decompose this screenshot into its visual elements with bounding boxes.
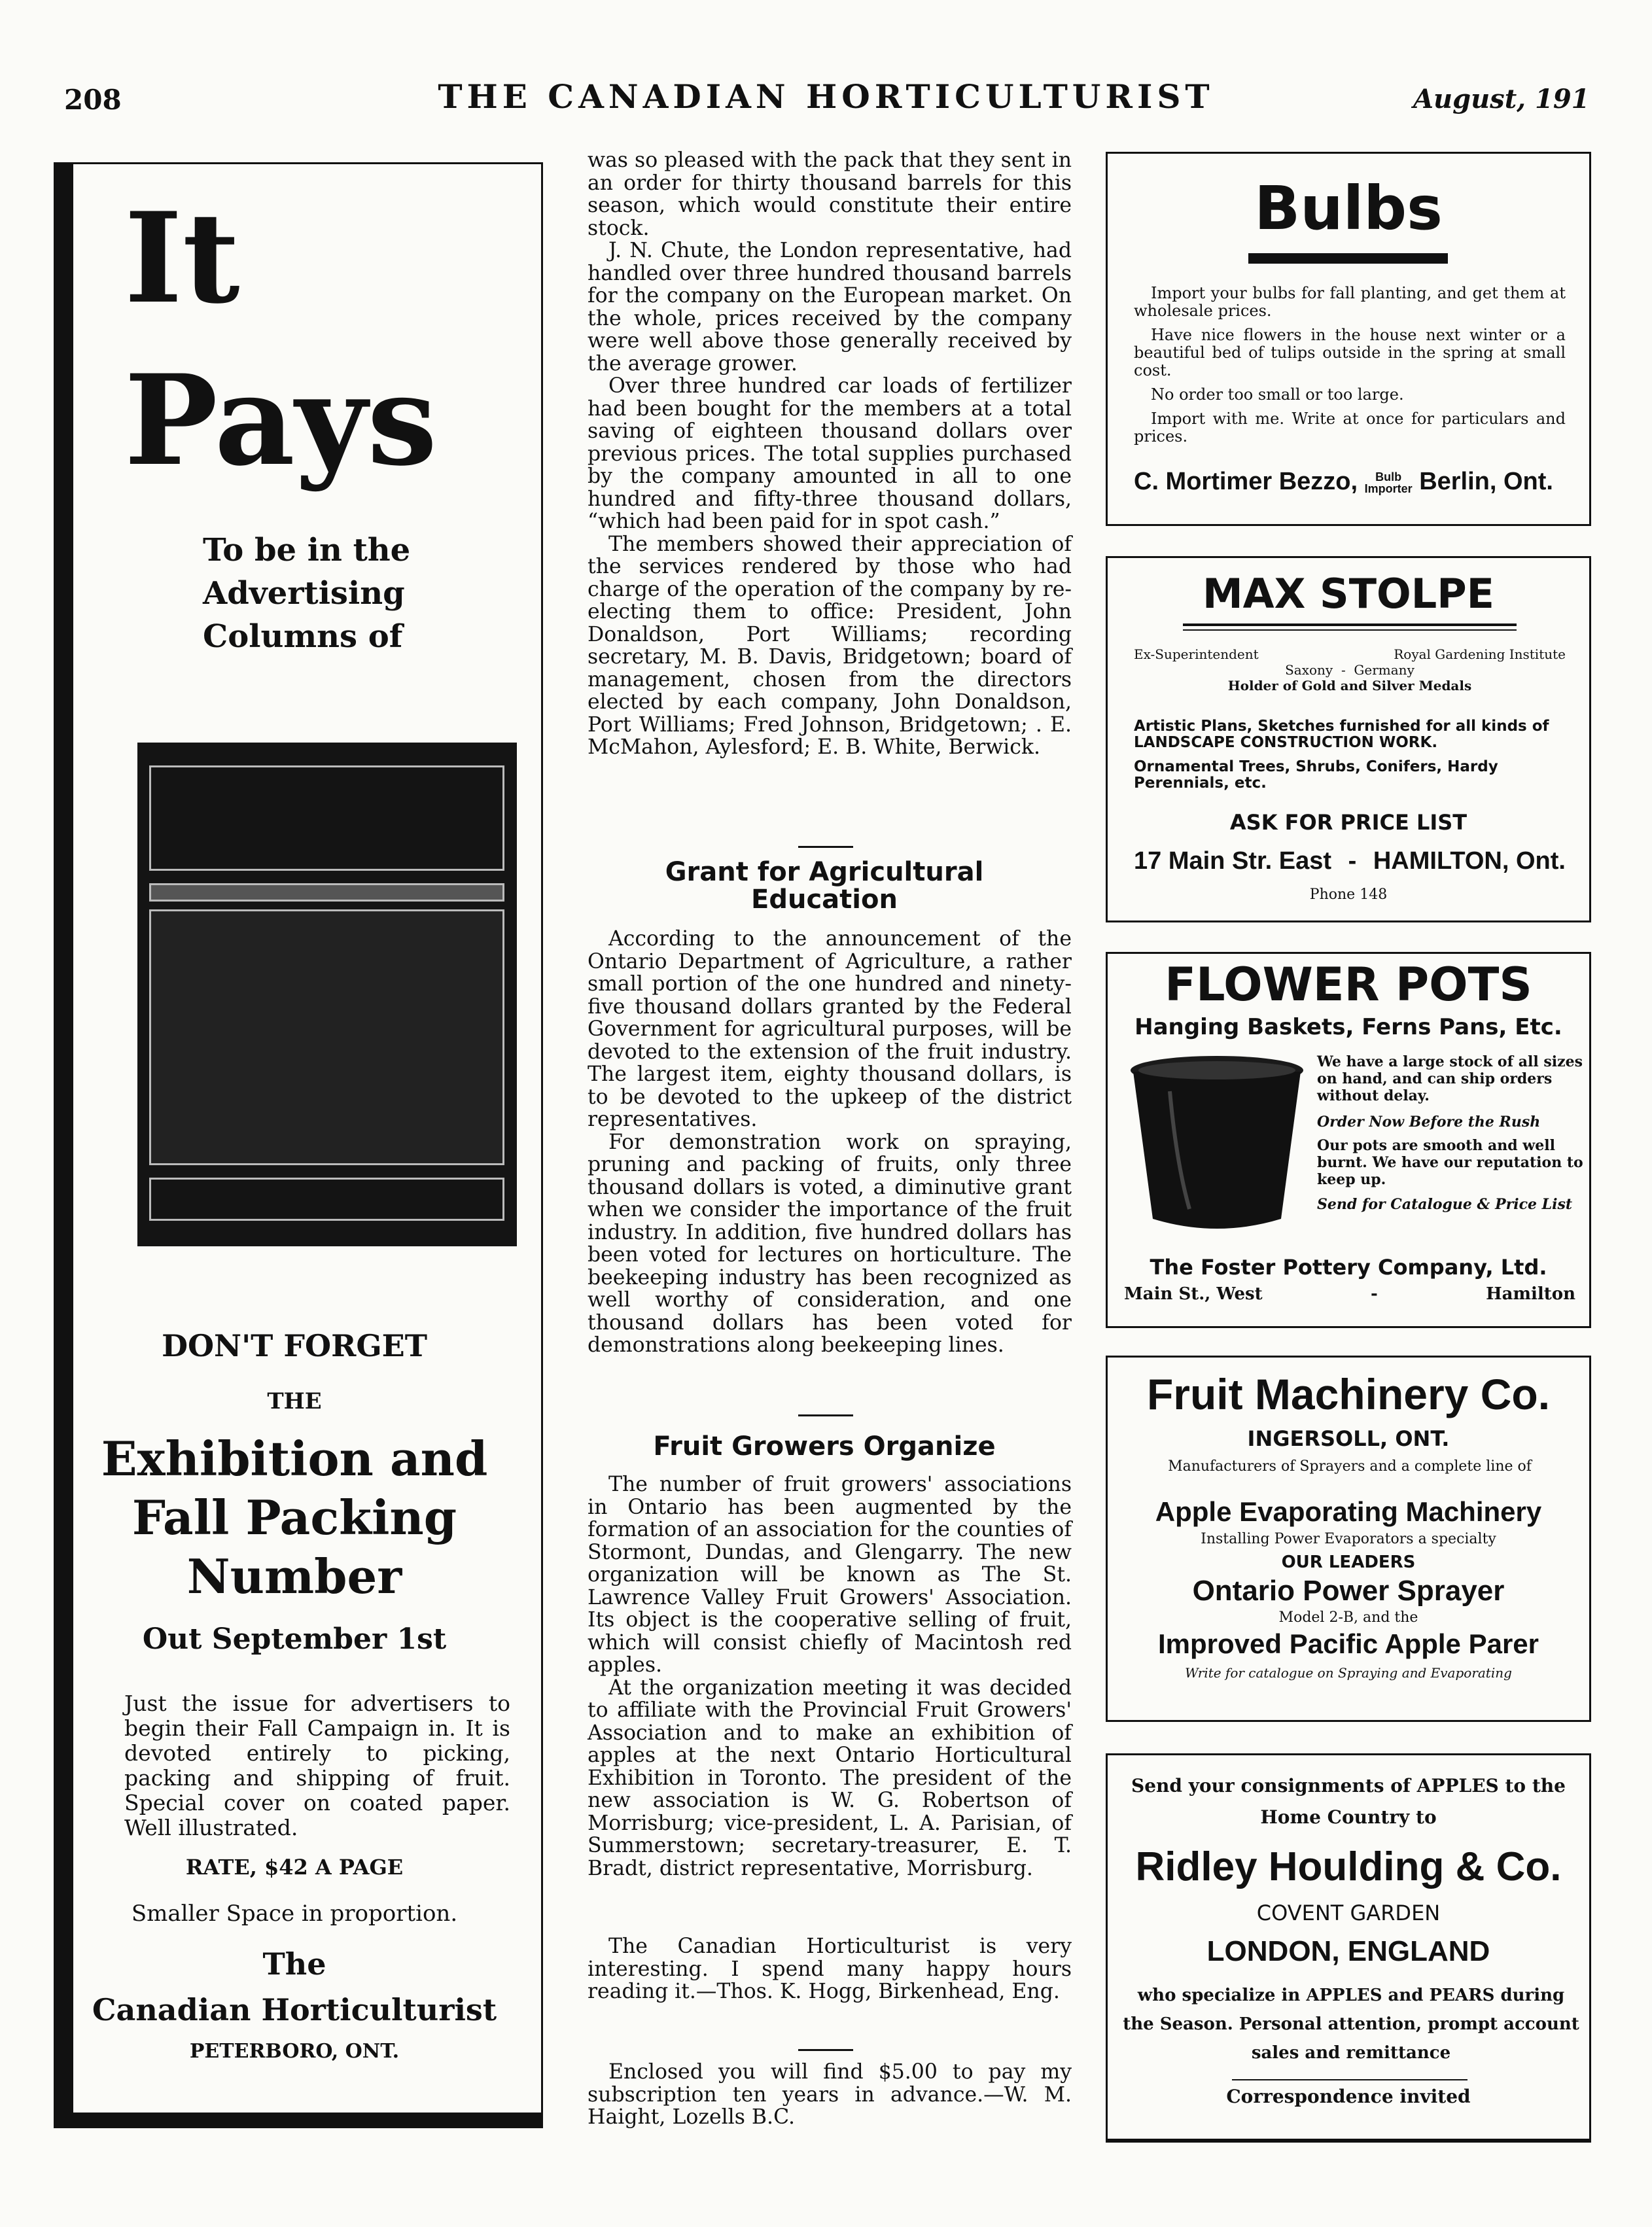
title-bar bbox=[1248, 253, 1448, 264]
ad-headline-it: It bbox=[124, 185, 240, 331]
ad-fruit-machinery: Fruit Machinery Co. INGERSOLL, ONT. Manufacturers of Sprayers and a complete line of Apple Evaporating Machinery Installing Power Evaporators a specialty OUR LEADERS Ontario Power Sprayer Model 2-B, and the Improved Pacific Apple Parer Write for catalogue on Spraying and Evaporating bbox=[1106, 1356, 1591, 1722]
ad-max-stolpe: MAX STOLPE Ex-Superintendent Royal Gardening Institute Saxony - Germany Holder of Gold and Silver Medals Artistic Plans, Sketches furnished for all kinds of LANDSCAPE CONSTRUCTION WORK. Ornamental Trees, Shrubs, Conifers, Hardy Perennials, etc. ASK FOR PRICE LIST 17 Main Str. East - HAMILTON, Ont. Phone 148 bbox=[1106, 556, 1591, 922]
release-date: Out September 1st bbox=[142, 1622, 447, 1656]
publisher-city: PETERBORO, ONT. bbox=[189, 2040, 400, 2063]
heading-fruit-growers: Fruit Growers Organize bbox=[653, 1431, 996, 1462]
masthead: THE CANADIAN HORTICULTURIST bbox=[438, 77, 1214, 116]
ad-tagline: To be in the Advertising Columns of bbox=[203, 532, 411, 655]
heading-grant: Grant for Agricultural Education bbox=[665, 857, 984, 915]
divider bbox=[798, 846, 853, 848]
page-number: 208 bbox=[64, 84, 122, 116]
divider bbox=[798, 1414, 853, 1416]
issue-date: August, 191 bbox=[1413, 84, 1590, 114]
ad-ridley-houlding: Send your consignments of APPLES to the Home Country to Ridley Houlding & Co. COVENT GARDEN LONDON, ENGLAND who specialize in APPLES and PEARS during the Season. Personal attention, prompt account sales and remittance Correspondence invited bbox=[1106, 1753, 1591, 2143]
pots-title: FLOWER POTS bbox=[1165, 958, 1532, 1011]
article-top: was so pleased with the pack that they sent in an order for thirty thousand barrels for this season, which would constitute their entire stock. J. N. Chute, the London representative, had handled over three hundred thousand barrels for the company on the European market. On the whole, prices received by the company were well above those generally received by the average grower. Over three hundred car loads of fertilizer had been bought for the members at a total saving of eighteen thousand dollars over previous prices. The total supplies purchased by the company amounted in all to one hundred and fifty-three thousand dollars, “which had been paid for in spot cash.” The members showed their appreciation of the services rendered by those who had charge of the operation of the company by re-electing them to office: President, John Donaldson, Port Williams; recording secretary, M. B. Davis, Bridgetown; board of management, chosen from the directors elected by each company, John Donaldson, Port Williams; Fred Johnson, Bridgetown; . E. McMahon, Aylesford; E. B. White, Berwick. bbox=[588, 149, 1072, 759]
machinery-title: Fruit Machinery Co. bbox=[1146, 1370, 1551, 1418]
ridley-title: Ridley Houlding & Co. bbox=[1135, 1844, 1562, 1889]
ad-rate: RATE, $42 A PAGE bbox=[185, 1855, 404, 1880]
article-grant: According to the announcement of the Ontario Department of Agriculture, a rather small portion of the one hundred and ninety-five thousand dollars granted by the Federal Government for agricultural purposes, will be devoted to the extension of the fruit industry. The largest item, eighty thousand dollars, is to be devoted to the upkeep of the district representatives. For demonstration work on spraying, pruning and packing of fruits, only three thousand dollars is voted, a diminutive grant when we consider the importance of the fruit industry. In addition, five hundred dollars has been voted for lectures on horticulture. The beekeeping industry has been recognized as well worthy of consideration, and one thousand dollars has been voted for demonstrations along beekeeping lines. bbox=[588, 927, 1072, 1357]
publisher-name: Canadian Horticulturist bbox=[92, 1992, 497, 2027]
ad-flower-pots: FLOWER POTS Hanging Baskets, Ferns Pans, Etc. We have a large stock of all sizes on hand, and can ship orders without delay. Order Now Before the Rush Our pots are smooth and well burnt. We have our reputation to keep up. Send for Catalogue & Price List The Foster Pottery Company, Ltd. Main St., West - Hamilton bbox=[1106, 952, 1591, 1328]
issue-title: Exhibition and Fall Packing Number bbox=[101, 1431, 488, 1604]
reader-letter-2: Enclosed you will find $5.00 to pay my subscription ten years in advance.—W. M. Haight, Lozells B.C. bbox=[588, 2060, 1072, 2129]
bulbs-title: Bulbs bbox=[1254, 173, 1443, 243]
ad-body: Just the issue for advertisers to begin their Fall Campaign in. It is devoted entirely to picking, packing and shipping of fruit. Special cover on coated paper. Well illustrated. bbox=[124, 1691, 510, 1840]
flower-pot-illustration bbox=[1124, 1052, 1310, 1235]
article-fruit-growers: The number of fruit growers' associations in Ontario has been augmented by the formation of an association for the counties of Stormont, Dundas, and Glengarry. The new organization will be known as The St. Lawrence Valley Fruit Growers' Association. Its object is the cooperative selling of fruit, which will consist chiefly of Macintosh red apples. At the organization meeting it was decided to affiliate with the Provincial Fruit Growers' Association and to make an exhibition of apples at the next Ontario Horticultural Exhibition in Toronto. The president of the new association is W. G. Robertson of Morrisburg; vice-president, L. A. Parisian, of Summerstown; secretary-treasurer, E. T. Bradt, district representative, Morrisburg. bbox=[588, 1473, 1072, 1880]
dont-forget: DON'T FORGET bbox=[162, 1328, 427, 1363]
bulbs-signature: C. Mortimer Bezzo, Bulb Importer Berlin, Ont. bbox=[1134, 468, 1553, 495]
the-label: THE bbox=[267, 1388, 322, 1414]
magazine-cover-image bbox=[137, 743, 517, 1246]
stolpe-title: MAX STOLPE bbox=[1202, 570, 1495, 618]
ad-headline-pays: Pays bbox=[124, 347, 438, 493]
ad-bulbs: Bulbs Import your bulbs for fall planting, and get them at wholesale prices. Have nice flowers in the house next winter or a beautiful bed of tulips outside in the spring at small cost. No order too small or too large. Import with me. Write at once for particulars and prices. C. Mortimer Bezzo, Bulb Importer Berlin, Ont. bbox=[1106, 152, 1591, 526]
divider bbox=[798, 2049, 853, 2051]
ad-smaller-space: Smaller Space in proportion. bbox=[131, 1901, 458, 1927]
publisher-the: The bbox=[262, 1946, 326, 1982]
reader-letter-1: The Canadian Horticulturist is very interesting. I spend many happy hours reading it.—Thos. K. Hogg, Birkenhead, Eng. bbox=[588, 1935, 1072, 2003]
